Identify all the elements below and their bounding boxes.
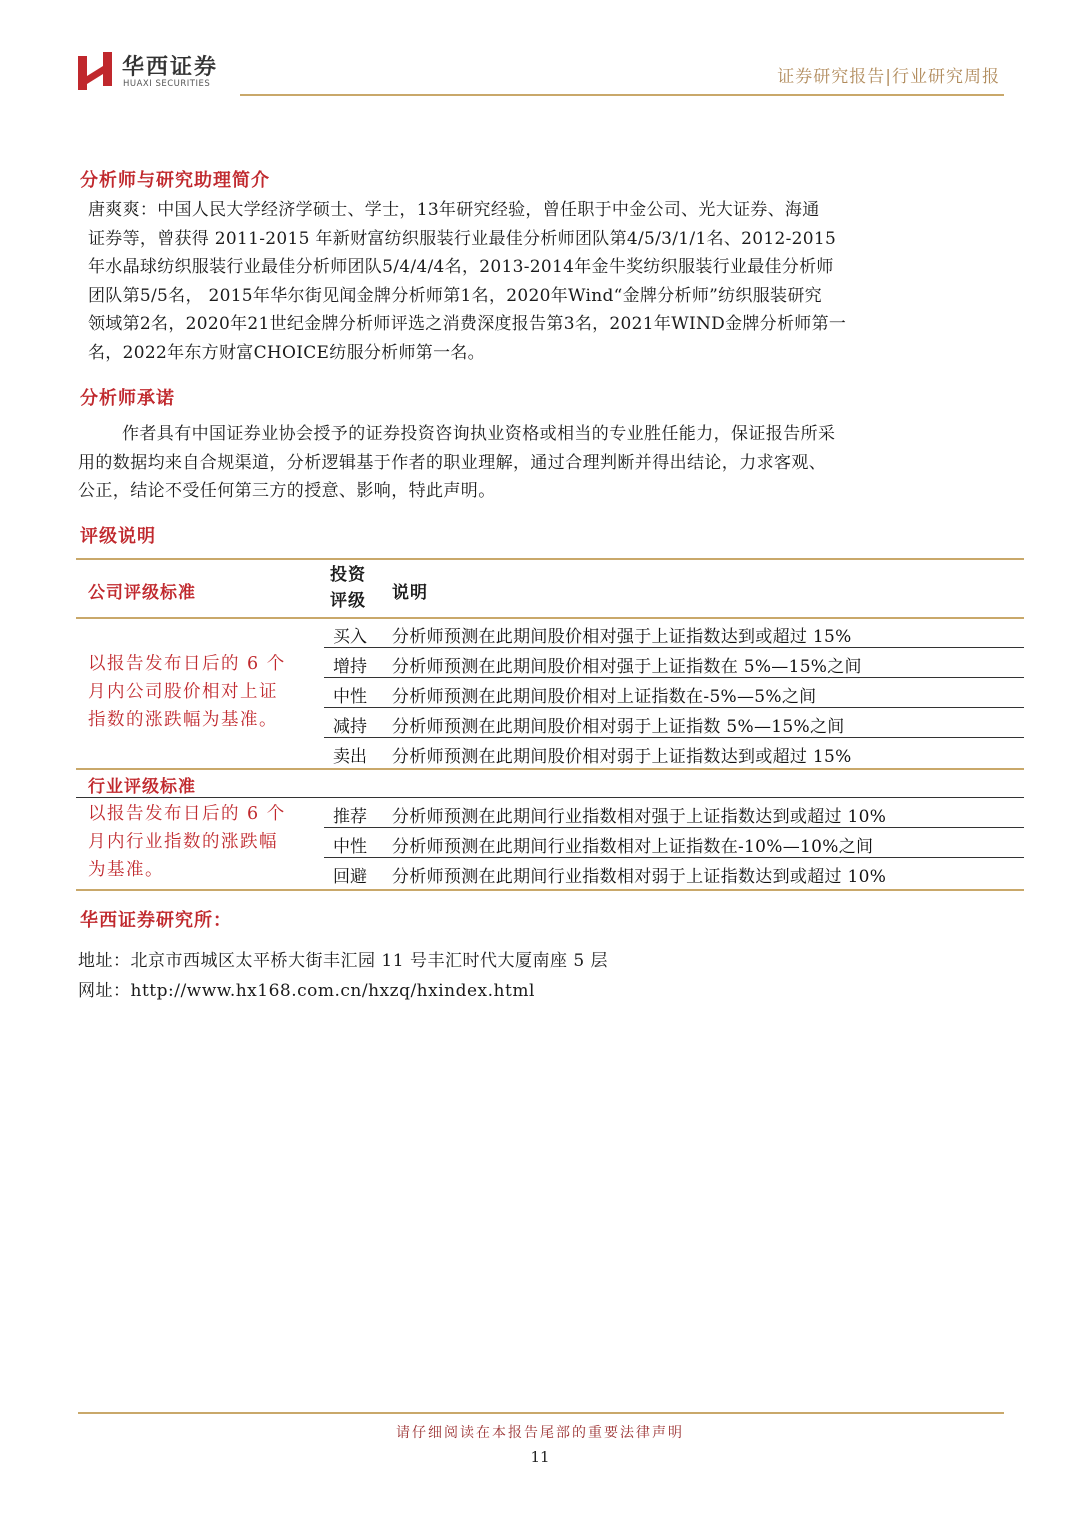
header-bottom-rule xyxy=(76,617,1024,619)
analyst-bio-line: 领域第2名，2020年21世纪金牌分析师评选之消费深度报告第3名，2021年WIND金牌分析师第一 xyxy=(88,314,847,334)
commitment-section-title: 分析师承诺 xyxy=(80,388,175,409)
row-divider xyxy=(324,827,1024,828)
analyst-bio xyxy=(88,196,1008,367)
rating-desc: 分析师预测在此期间股价相对弱于上证指数 5%—15%之间 xyxy=(392,717,845,737)
row-divider xyxy=(324,737,1024,738)
industry-header-rule xyxy=(76,797,1024,798)
row-divider xyxy=(324,677,1024,678)
institute-address: 地址：北京市西城区太平桥大街丰汇园 11 号丰汇时代大厦南座 5 层 xyxy=(78,951,609,971)
rating-desc: 分析师预测在此期间行业指数相对强于上证指数达到或超过 10% xyxy=(392,807,887,827)
analyst-bio-line: 证券等，曾获得 2011-2015 年新财富纺织服装行业最佳分析师团队第4/5/3/1/1名、2012-2015 xyxy=(88,228,837,249)
commitment-line: 公正，结论不受任何第三方的授意、影响，特此声明。 xyxy=(78,481,496,501)
rating-label: 推荐 xyxy=(333,807,367,827)
legal-notice: 请仔细阅读在本报告尾部的重要法律声明 xyxy=(396,1425,684,1441)
company-rating-basis xyxy=(88,650,286,734)
rating-label: 买入 xyxy=(333,627,367,647)
analyst-bio-line: 名，2022年东方财富CHOICE纺服分析师第一名。 xyxy=(88,342,485,363)
rating-desc: 分析师预测在此期间股价相对强于上证指数在 5%—15%之间 xyxy=(392,657,862,677)
desc-col-header: 说明 xyxy=(392,583,428,603)
company-rating-header: 公司评级标准 xyxy=(88,583,196,603)
rating-label: 增持 xyxy=(333,657,367,677)
rating-desc: 分析师预测在此期间行业指数相对弱于上证指数达到或超过 10% xyxy=(392,867,887,887)
rating-desc: 分析师预测在此期间股价相对强于上证指数达到或超过 15% xyxy=(392,627,852,647)
rating-desc: 分析师预测在此期间股价相对上证指数在-5%—5%之间 xyxy=(392,687,817,707)
rating-col-header-line1: 投资 xyxy=(330,565,366,585)
rating-label: 中性 xyxy=(333,837,367,857)
rating-label: 卖出 xyxy=(333,747,367,767)
commitment-line: 作者具有中国证券业协会授予的证券投资咨询执业资格或相当的专业胜任能力，保证报告所采 xyxy=(122,424,836,444)
row-divider xyxy=(324,707,1024,708)
industry-basis-line: 以报告发布日后的 6 个 xyxy=(88,804,286,824)
analyst-bio-line: 唐爽爽：中国人民大学经济学硕士、学士，13年研究经验，曾任职于中金公司、光大证券、海通 xyxy=(88,200,820,220)
company-basis-line: 月内公司股价相对上证 xyxy=(88,682,278,702)
rating-label: 中性 xyxy=(333,687,367,707)
section-rule xyxy=(76,768,1024,770)
company-name-cn: 华西证券 xyxy=(122,55,219,80)
header-divider xyxy=(240,94,1004,96)
commitment-text xyxy=(78,420,1013,506)
industry-basis-line: 为基准。 xyxy=(88,860,164,880)
industry-basis-line: 月内行业指数的涨跌幅 xyxy=(88,832,278,852)
institute-website: 网址：http://www.hx168.com.cn/hxzq/hxindex.html xyxy=(78,981,535,1001)
company-basis-line: 指数的涨跌幅为基准。 xyxy=(88,710,278,730)
analyst-bio-line: 团队第5/5名， 2015年华尔街见闻金牌分析师第1名，2020年Wind“金牌分析师”纺织服装研究 xyxy=(88,285,822,306)
table-bottom-rule xyxy=(76,889,1024,891)
report-type: 证券研究报告|行业研究周报 xyxy=(777,67,1000,87)
page-header xyxy=(78,46,1004,100)
rating-section-title: 评级说明 xyxy=(80,526,156,547)
commitment-line: 用的数据均来自合规渠道，分析逻辑基于作者的职业理解，通过合理判断并得出结论，力求客观、 xyxy=(78,452,827,473)
row-divider xyxy=(324,647,1024,648)
table-top-rule xyxy=(76,558,1024,560)
rating-label: 减持 xyxy=(333,717,367,737)
rating-col-header-line2: 评级 xyxy=(330,591,366,611)
industry-rating-basis xyxy=(88,800,286,884)
rating-desc: 分析师预测在此期间行业指数相对上证指数在-10%—10%之间 xyxy=(392,837,874,857)
institute-title: 华西证券研究所： xyxy=(80,910,232,931)
footer-divider xyxy=(78,1412,1004,1414)
page-number: 11 xyxy=(530,1448,550,1466)
rating-label: 回避 xyxy=(333,867,367,887)
analyst-section-title: 分析师与研究助理简介 xyxy=(80,170,270,191)
company-name-en: HUAXI SECURITIES xyxy=(123,79,211,89)
company-basis-line: 以报告发布日后的 6 个 xyxy=(88,654,286,674)
industry-rating-header: 行业评级标准 xyxy=(88,777,196,797)
analyst-bio-line: 年水晶球纺织服装行业最佳分析师团队5/4/4/4名，2013-2014年金牛奖纺织服装行业最佳分析师 xyxy=(88,257,834,277)
huaxi-logo-icon xyxy=(78,52,112,90)
rating-table xyxy=(76,558,1024,892)
rating-col-header xyxy=(330,562,366,614)
row-divider xyxy=(324,857,1024,858)
rating-desc: 分析师预测在此期间股价相对弱于上证指数达到或超过 15% xyxy=(392,747,852,767)
